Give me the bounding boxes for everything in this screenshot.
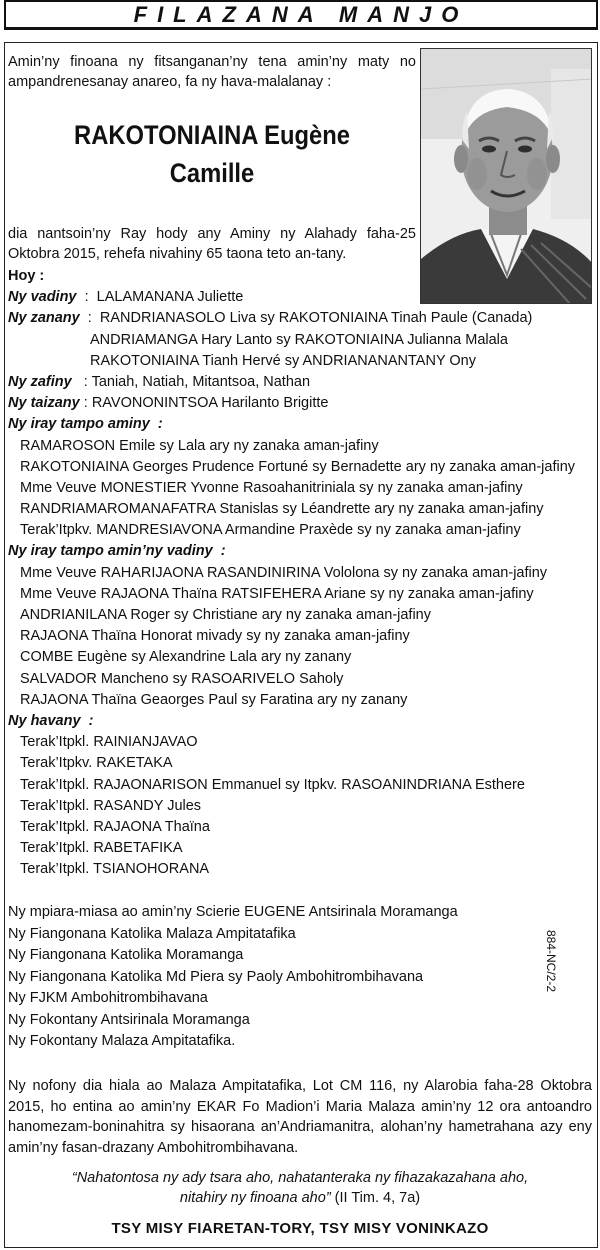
taizany-value: RAVONONINTSOA Harilanto Brigitte bbox=[91, 395, 329, 412]
footer-note: TSY MISY FIARETAN-TORY, TSY MISY VONINKAZO bbox=[111, 1220, 489, 1237]
havany-item: Terak’Itpkl. RAJAONARISON Emmanuel sy Itpkv. RASOANINDRIANA Esthere bbox=[20, 776, 525, 793]
funeral-details: Ny nofony dia hiala ao Malaza Ampitatafika, Lot CM 116, ny Alarobia faha-28 Oktobra 2015, ho entina ao amin’ny EKAR Fo Madion’i Maria Malaza amin’ny 12 ora antoandro hanomezam-boninahitra sy hisaorana an’Andriamanitra, alohan’ny hametrahana azy eny amin’ny fasan-drazany Ambohitrombihavana. bbox=[8, 1078, 592, 1156]
death-notice: dia nantsoin’ny Ray hody any Aminy ny Alahady faha-25 Oktobra 2015, rehefa nivahiny 65 taona teto an-tany. bbox=[8, 226, 416, 262]
taizany-sep: : bbox=[83, 395, 88, 412]
havany-item: Terak’Itpkl. RAINIANJAVAO bbox=[20, 734, 198, 751]
deceased-name-line1: RAKOTONIAINA Eugène bbox=[74, 120, 350, 150]
zanany-value-2: RAKOTONIAINA Tianh Hervé sy ANDRIANANANTANY Ony bbox=[90, 352, 476, 369]
havany-sep: : bbox=[88, 712, 94, 729]
vadiny-value: LALAMANANA Juliette bbox=[96, 289, 244, 306]
quote-reference: (II Tim. 4, 7a) bbox=[330, 1190, 421, 1206]
quote-line2: nitahiry ny finoana aho” bbox=[179, 1190, 331, 1206]
family-iray-tampo bbox=[8, 414, 588, 435]
iray-tampo-item: Mme Veuve MONESTIER Yvonne Rasoahanitriniala sy ny zanaka aman-jafiny bbox=[20, 479, 523, 496]
havany-item: Terak’Itpkl. RABETAFIKA bbox=[20, 840, 183, 857]
iray-tampo-sep: : bbox=[157, 416, 163, 433]
deceased-name bbox=[32, 116, 391, 192]
havany-item: Terak’Itpkl. RAJAONA Thaïna bbox=[20, 818, 210, 835]
organization-item: Ny Fiangonana Katolika Md Piera sy Paoly Ambohitrombihavana bbox=[8, 968, 424, 985]
zanany-value-0: RANDRIANASOLO Liva sy RAKOTONIAINA Tinah Paule (Canada) bbox=[99, 310, 533, 327]
family-havany bbox=[8, 711, 588, 732]
zafiny-label: Ny zafiny bbox=[8, 373, 72, 390]
bible-quote bbox=[30, 1168, 570, 1208]
vadiny-sep: : bbox=[84, 289, 89, 306]
vadiny-label: Ny vadiny bbox=[8, 289, 77, 306]
zanany-label: Ny zanany bbox=[8, 310, 80, 327]
reference-code: 884-NC/2-2 bbox=[544, 930, 558, 993]
iray-tampo-vadiny-item: RAJAONA Thaïna Honorat mivady sy ny zanaka aman-jafiny bbox=[20, 628, 410, 645]
iray-tampo-vadiny-sep: : bbox=[220, 543, 226, 560]
taizany-label: Ny taizany bbox=[8, 395, 80, 412]
iray-tampo-vadiny-item: COMBE Eugène sy Alexandrine Lala ary ny zanany bbox=[20, 649, 352, 666]
quote-line2-wrap bbox=[30, 1188, 570, 1208]
iray-tampo-item: Terak’Itpkv. MANDRESIAVONA Armandine Praxède sy ny zanaka aman-jafiny bbox=[20, 522, 521, 539]
iray-tampo-vadiny-label: Ny iray tampo amin’ny vadiny bbox=[8, 543, 213, 560]
organizations-list bbox=[8, 902, 568, 1053]
zanany-sep: : bbox=[87, 310, 92, 327]
zafiny-value: Taniah, Natiah, Mitantsoa, Nathan bbox=[91, 373, 311, 390]
organization-item: Ny Fiangonana Katolika Moramanga bbox=[8, 947, 244, 963]
havany-label: Ny havany bbox=[8, 712, 81, 729]
zanany-value-1: ANDRIAMANGA Hary Lanto sy RAKOTONIAINA Julianna Malala bbox=[90, 331, 508, 348]
iray-tampo-item: RANDRIAMAROMANAFATRA Stanislas sy Léandrette ary ny zanaka aman-jafiny bbox=[20, 501, 544, 518]
iray-tampo-vadiny-item: ANDRIANILANA Roger sy Christiane ary ny zanaka aman-jafiny bbox=[20, 607, 431, 623]
intro-text: Amin’ny finoana ny fitsanganan’ny tena amin’ny maty no ampandrenesanay anareo, fa ny hava-malalanay : bbox=[8, 54, 416, 90]
organization-item: Ny mpiara-miasa ao amin’ny Scierie EUGENE Antsirinala Moramanga bbox=[8, 904, 458, 920]
havany-item: Terak’Itpkv. RAKETAKA bbox=[20, 755, 173, 772]
family-zanany bbox=[8, 308, 588, 329]
iray-tampo-label: Ny iray tampo aminy bbox=[8, 416, 150, 433]
iray-tampo-vadiny-item: Mme Veuve RAHARIJAONA RASANDINIRINA Vololona sy ny zanaka aman-jafiny bbox=[20, 564, 548, 581]
notice-title: FILAZANA MANJO bbox=[133, 1, 469, 27]
family-zafiny bbox=[8, 372, 588, 393]
havany-item: Terak’Itpkl. RASANDY Jules bbox=[20, 797, 202, 814]
iray-tampo-vadiny-item: Mme Veuve RAJAONA Thaïna RATSIFEHERA Ariane sy ny zanaka aman-jafiny bbox=[20, 585, 534, 602]
organization-item: Ny FJKM Ambohitrombihavana bbox=[8, 990, 208, 1006]
organization-item: Ny Fiangonana Katolika Malaza Ampitatafika bbox=[8, 925, 296, 942]
notice-header bbox=[4, 0, 598, 30]
family-vadiny bbox=[8, 287, 588, 308]
iray-tampo-vadiny-item: SALVADOR Mancheno sy RASOARIVELO Saholy bbox=[20, 670, 344, 687]
iray-tampo-item: RAKOTONIAINA Georges Prudence Fortuné sy Bernadette ary ny zanaka aman-jafiny bbox=[20, 458, 576, 475]
hoy-label: Hoy : bbox=[8, 268, 45, 284]
havany-item: Terak’Itpkl. TSIANOHORANA bbox=[20, 861, 210, 878]
iray-tampo-item: RAMAROSON Emile sy Lala ary ny zanaka aman-jafiny bbox=[20, 437, 379, 454]
family-taizany bbox=[8, 393, 588, 414]
family-iray-tampo-vadiny bbox=[8, 541, 588, 562]
deceased-name-line2: Camille bbox=[169, 158, 255, 188]
organization-item: Ny Fokontany Malaza Ampitatafika. bbox=[8, 1033, 236, 1049]
iray-tampo-vadiny-item: RAJAONA Thaïna Geaorges Paul sy Faratina ary ny zanany bbox=[20, 691, 408, 708]
family-list bbox=[8, 266, 588, 880]
zafiny-sep: : bbox=[83, 373, 88, 390]
organization-item: Ny Fokontany Antsirinala Moramanga bbox=[8, 1011, 250, 1028]
quote-line1: “Nahatontosa ny ady tsara aho, nahatanteraka ny fihazakazahana aho, bbox=[71, 1170, 529, 1186]
